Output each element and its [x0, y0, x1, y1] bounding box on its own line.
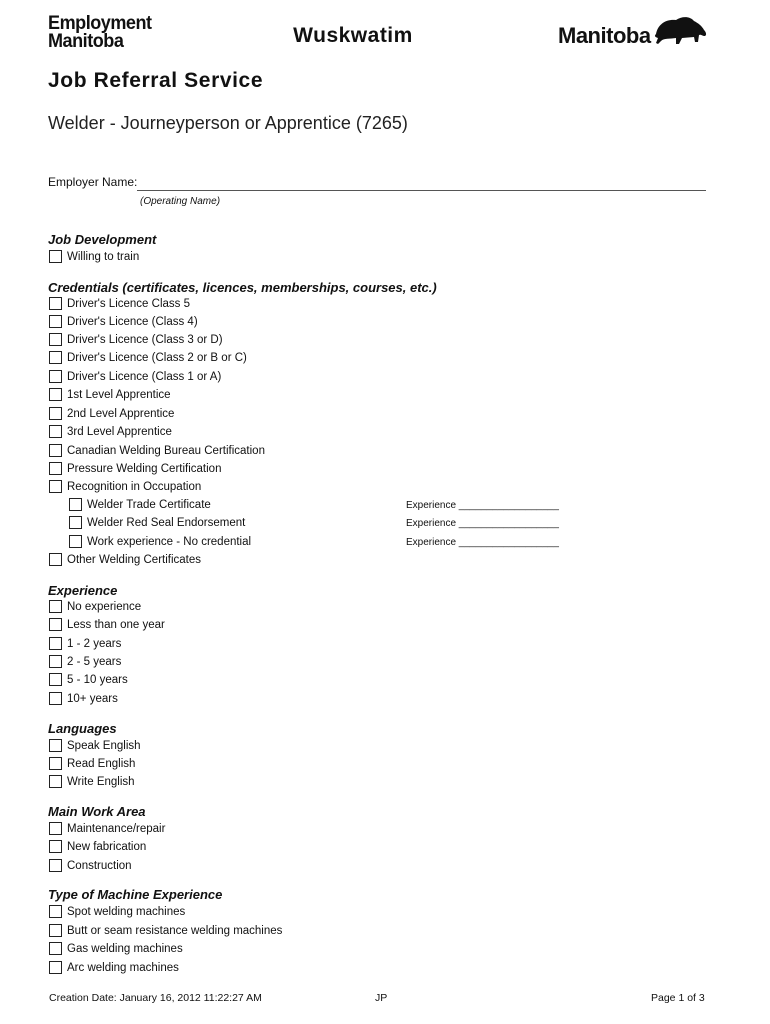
checkbox-label: Welder Trade Certificate [87, 498, 211, 511]
checkbox-label: New fabrication [67, 840, 147, 853]
checkbox-label: No experience [67, 600, 142, 613]
section-main-work-area: Main Work Area [48, 804, 146, 819]
checkbox[interactable] [49, 859, 62, 872]
checkbox-row[interactable] [49, 425, 172, 438]
checkbox[interactable] [49, 692, 62, 705]
checkbox-row[interactable] [49, 315, 198, 328]
checkbox-row[interactable] [49, 297, 190, 310]
checkbox-row[interactable] [49, 444, 265, 457]
checkbox[interactable] [49, 407, 62, 420]
operating-name-note: (Operating Name) [140, 196, 221, 207]
checkbox[interactable] [49, 961, 62, 974]
checkbox[interactable] [49, 618, 62, 631]
checkbox-row[interactable] [49, 250, 139, 263]
checkbox-row[interactable] [49, 859, 132, 872]
checkbox-row[interactable] [69, 535, 251, 548]
checkbox-label: 5 - 10 years [67, 673, 128, 686]
checkbox[interactable] [49, 637, 62, 650]
checkbox-label: Welder Red Seal Endorsement [87, 516, 246, 529]
checkbox-row[interactable] [49, 757, 135, 770]
checkbox-label: Butt or seam resistance welding machines [67, 924, 283, 937]
checkbox-label: 10+ years [67, 692, 118, 705]
checkbox[interactable] [49, 297, 62, 310]
logo-line-2: Manitoba [48, 31, 124, 52]
employer-name-label: Employer Name: [48, 175, 138, 189]
checkbox-row[interactable] [49, 942, 183, 955]
section-languages: Languages [48, 721, 117, 736]
checkbox[interactable] [69, 498, 82, 511]
footer-initials: JP [375, 992, 388, 1004]
checkbox-row[interactable] [49, 673, 128, 686]
checkbox[interactable] [49, 333, 62, 346]
page-title: Job Referral Service [48, 69, 264, 92]
section-machine-experience: Type of Machine Experience [48, 887, 223, 902]
checkbox[interactable] [49, 462, 62, 475]
checkbox[interactable] [49, 673, 62, 686]
checkbox-row[interactable] [69, 498, 211, 511]
checkbox-label: Construction [67, 859, 132, 872]
checkbox[interactable] [49, 553, 62, 566]
checkbox-label: 2nd Level Apprentice [67, 407, 175, 420]
section-credentials: Credentials (certificates, licences, memberships, courses, etc.) [48, 280, 437, 295]
checkbox-row[interactable] [49, 600, 141, 613]
checkbox-label: Write English [67, 775, 135, 788]
checkbox[interactable] [69, 516, 82, 529]
checkbox[interactable] [49, 250, 62, 263]
section-experience: Experience [48, 583, 118, 598]
checkbox-row[interactable] [49, 692, 118, 705]
manitoba-logo: Manitoba [558, 23, 651, 48]
checkbox-row[interactable] [69, 516, 245, 529]
checkbox-label: Driver's Licence (Class 3 or D) [67, 333, 223, 346]
checkbox-label: Driver's Licence (Class 2 or B or C) [67, 351, 247, 364]
checkbox-row[interactable] [49, 480, 201, 493]
checkbox-row[interactable] [49, 924, 282, 937]
checkbox-label: 2 - 5 years [67, 655, 122, 668]
checkbox-row[interactable] [49, 553, 201, 566]
checkbox-label: Driver's Licence (Class 4) [67, 315, 198, 328]
page-subtitle: Welder - Journeyperson or Apprentice (7265) [48, 113, 408, 133]
checkbox[interactable] [49, 757, 62, 770]
checkbox-row[interactable] [49, 905, 185, 918]
checkbox[interactable] [49, 822, 62, 835]
experience-field[interactable]: Experience __________________ [406, 537, 559, 548]
checkbox-label: Driver's Licence (Class 1 or A) [67, 370, 222, 383]
experience-field[interactable]: Experience __________________ [406, 518, 559, 529]
checkbox-label: Work experience - No credential [87, 535, 252, 548]
checkbox[interactable] [49, 739, 62, 752]
bison-icon [652, 14, 708, 48]
checkbox-label: Speak English [67, 739, 141, 752]
checkbox-row[interactable] [49, 775, 135, 788]
page-number: Page 1 of 3 [651, 992, 705, 1004]
checkbox[interactable] [49, 351, 62, 364]
checkbox-label: Maintenance/repair [67, 822, 166, 835]
checkbox-label: Pressure Welding Certification [67, 462, 222, 475]
checkbox-label: Driver's Licence Class 5 [67, 297, 190, 310]
checkbox-label: Less than one year [67, 618, 165, 631]
checkbox[interactable] [49, 840, 62, 853]
checkbox-row[interactable] [49, 370, 221, 383]
checkbox[interactable] [49, 480, 62, 493]
checkbox[interactable] [49, 775, 62, 788]
employer-name-field[interactable] [137, 190, 706, 191]
checkbox-row[interactable] [49, 351, 247, 364]
checkbox[interactable] [49, 600, 62, 613]
checkbox-row[interactable] [49, 618, 165, 631]
checkbox-label: 3rd Level Apprentice [67, 425, 172, 438]
checkbox-label: Read English [67, 757, 136, 770]
checkbox[interactable] [49, 924, 62, 937]
checkbox-row[interactable] [49, 388, 171, 401]
logo-line-1: Employment [48, 13, 152, 34]
checkbox-row[interactable] [49, 462, 221, 475]
checkbox[interactable] [49, 905, 62, 918]
experience-field[interactable]: Experience __________________ [406, 500, 559, 511]
checkbox-label: Canadian Welding Bureau Certification [67, 444, 265, 457]
checkbox-row[interactable] [49, 961, 179, 974]
checkbox[interactable] [49, 655, 62, 668]
checkbox-label: Other Welding Certificates [67, 553, 202, 566]
checkbox[interactable] [49, 425, 62, 438]
checkbox-row[interactable] [49, 407, 174, 420]
checkbox-row[interactable] [49, 822, 165, 835]
creation-date: Creation Date: January 16, 2012 11:22:27 AM [49, 992, 262, 1004]
checkbox-label: Arc welding machines [67, 961, 179, 974]
section-job-development: Job Development [48, 232, 157, 247]
checkbox[interactable] [69, 535, 82, 548]
checkbox-label: Gas welding machines [67, 942, 183, 955]
checkbox[interactable] [49, 388, 62, 401]
checkbox-row[interactable] [49, 739, 141, 752]
checkbox-label: Willing to train [67, 250, 140, 263]
checkbox[interactable] [49, 942, 62, 955]
checkbox-label: 1st Level Apprentice [67, 388, 171, 401]
checkbox-row[interactable] [49, 655, 121, 668]
project-title: Wuskwatim [293, 24, 413, 47]
checkbox-row[interactable] [49, 637, 121, 650]
checkbox-label: Spot welding machines [67, 905, 186, 918]
checkbox[interactable] [49, 370, 62, 383]
checkbox[interactable] [49, 444, 62, 457]
checkbox-row[interactable] [49, 333, 223, 346]
checkbox-row[interactable] [49, 840, 146, 853]
checkbox[interactable] [49, 315, 62, 328]
checkbox-label: Recognition in Occupation [67, 480, 202, 493]
checkbox-label: 1 - 2 years [67, 637, 122, 650]
